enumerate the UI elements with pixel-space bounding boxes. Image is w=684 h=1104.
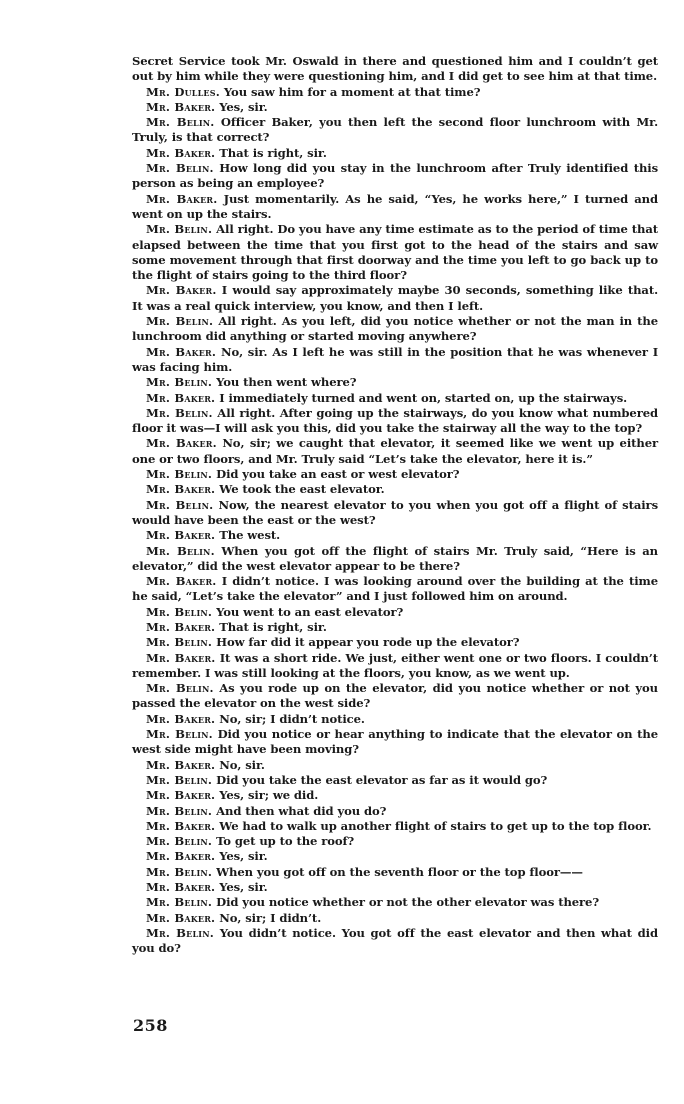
transcript-paragraph — [132, 819, 658, 834]
transcript-paragraph — [132, 895, 658, 910]
transcript-paragraph — [132, 146, 658, 161]
speech-text: No, sir; I didn’t. — [219, 910, 322, 925]
transcript-paragraph — [132, 911, 658, 926]
speech-text: Did you take the east elevator as far as it would go? — [216, 772, 548, 787]
transcript-paragraph — [132, 436, 658, 467]
transcript-paragraph — [132, 100, 658, 115]
speech-text: The west. — [219, 528, 281, 543]
speech-text: No, sir. As I left he was still in the position that he was whenever I was facing him. — [132, 344, 659, 374]
speech-text: Yes, sir. — [219, 880, 268, 895]
speaker-name: Mr. Belin. — [146, 543, 215, 558]
transcript-paragraph — [132, 115, 658, 146]
speaker-name: Mr. Belin. — [146, 681, 214, 696]
speaker-name: Mr. Baker. — [146, 528, 216, 543]
speech-text: I would say approximately maybe 30 seconds, something like that. It was a real quick interview, you know, and then I left. — [132, 283, 659, 313]
speaker-name: Mr. Belin. — [146, 834, 213, 849]
speech-text: How far did it appear you rode up the elevator? — [216, 635, 520, 650]
transcript-paragraph — [132, 314, 658, 345]
speaker-name: Mr. Belin. — [146, 115, 215, 130]
page-number: 258 — [133, 1016, 168, 1035]
speaker-name: Mr. Belin. — [146, 895, 213, 910]
speaker-name: Mr. Belin. — [146, 604, 213, 619]
opening-paragraph: Secret Service took Mr. Oswald in there and questioned him and I couldn’t get out by him while they were questioning him, and I did get to see him at that time. — [132, 54, 658, 84]
speech-text: Yes, sir. — [219, 99, 268, 114]
transcript-paragraph — [132, 880, 658, 895]
speaker-name: Mr. Baker. — [146, 849, 216, 864]
transcript-body — [132, 54, 658, 957]
speech-text: I didn’t notice. I was looking around over the building at the time he said, “Let’s take the elevator” and I just followed him on around. — [132, 574, 658, 604]
speech-text: Now, the nearest elevator to you when you got off a flight of stairs would have been the east or the west? — [132, 497, 658, 527]
transcript-paragraph — [132, 681, 658, 712]
transcript-paragraph — [132, 635, 658, 650]
transcript-paragraph — [132, 482, 658, 497]
speaker-name: Mr. Baker. — [146, 818, 216, 833]
speaker-name: Mr. Belin. — [146, 635, 213, 650]
transcript-paragraph — [132, 865, 658, 880]
speech-text: It was a short ride. We just, either went one or two floors. I couldn’t remember. I was still looking at the floors, you know, as we went up. — [132, 650, 658, 680]
speaker-name: Mr. Belin. — [146, 375, 213, 390]
transcript-paragraph — [132, 391, 658, 406]
transcript-paragraph — [132, 345, 658, 376]
speaker-name: Mr. Belin. — [146, 222, 213, 237]
transcript-paragraph — [132, 544, 658, 575]
speech-text: We took the east elevator. — [219, 482, 385, 497]
speaker-name: Mr. Baker. — [146, 619, 216, 634]
transcript-paragraph — [132, 605, 658, 620]
transcript-paragraph — [132, 773, 658, 788]
transcript-paragraph — [132, 574, 658, 605]
transcript-paragraph — [132, 161, 658, 192]
speaker-name: Mr. Dulles. — [146, 84, 220, 99]
speaker-name: Mr. Belin. — [146, 497, 214, 512]
transcript-paragraph — [132, 727, 658, 758]
transcript-paragraph — [132, 758, 658, 773]
transcript-paragraph — [132, 804, 658, 819]
transcript-paragraph — [132, 788, 658, 803]
speaker-name: Mr. Baker. — [146, 880, 216, 895]
speech-text: How long did you stay in the lunchroom after Truly identified this person as being an employee? — [132, 161, 659, 191]
transcript-paragraph — [132, 467, 658, 482]
speech-text: Yes, sir. — [219, 849, 268, 864]
speech-text: Did you notice whether or not the other elevator was there? — [216, 895, 600, 910]
speech-text: You then went where? — [216, 375, 357, 390]
speech-text: When you got off on the seventh floor or the top floor—— — [216, 864, 583, 879]
speech-text: That is right, sir. — [219, 145, 327, 160]
speech-text: Just momentarily. As he said, “Yes, he works here,” I turned and went on up the stairs. — [132, 191, 659, 221]
transcript-paragraph — [132, 375, 658, 390]
speaker-name: Mr. Baker. — [146, 191, 218, 206]
speech-text: That is right, sir. — [219, 619, 327, 634]
speech-text: Yes, sir; we did. — [219, 788, 319, 803]
transcript-paragraph — [132, 712, 658, 727]
speech-text: You went to an east elevator? — [216, 604, 404, 619]
speech-text: No, sir; we caught that elevator, it seemed like we went up either one or two floors, and Mr. Truly said “Let’s take the elevator, here it is.” — [132, 436, 659, 466]
speaker-name: Mr. Baker. — [146, 711, 216, 726]
transcript-paragraph — [132, 498, 658, 529]
speaker-name: Mr. Belin. — [146, 803, 213, 818]
speech-text: Did you take an east or west elevator? — [216, 467, 460, 482]
transcript-paragraph — [132, 192, 658, 223]
speech-text: No, sir; I didn’t notice. — [219, 711, 365, 726]
transcript-paragraph — [132, 926, 658, 957]
speaker-name: Mr. Baker. — [146, 283, 217, 298]
exchange-list — [132, 85, 658, 957]
speaker-name: Mr. Belin. — [146, 864, 213, 879]
transcript-paragraph — [132, 849, 658, 864]
speaker-name: Mr. Belin. — [146, 772, 213, 787]
speech-text: You saw him for a moment at that time? — [223, 84, 481, 99]
speech-text: We had to walk up another flight of stairs to get up to the top floor. — [219, 818, 652, 833]
speech-text: Did you notice or hear anything to indicate that the elevator on the west side might have been moving? — [132, 727, 658, 757]
speaker-name: Mr. Baker. — [146, 757, 216, 772]
speaker-name: Mr. Baker. — [146, 788, 216, 803]
transcript-paragraph — [132, 222, 658, 283]
speech-text: All right. Do you have any time estimate as to the period of time that elapsed between the time that you first got to the head of the stairs and saw some movement through that first doorway and the time you left to go back up to the flight of stairs going to the third floor? — [132, 222, 658, 283]
speaker-name: Mr. Baker. — [146, 99, 216, 114]
speaker-name: Mr. Baker. — [146, 390, 216, 405]
speaker-name: Mr. Belin. — [146, 161, 214, 176]
transcript-paragraph — [132, 651, 658, 682]
transcript-paragraph — [132, 834, 658, 849]
speech-text: When you got off the flight of stairs Mr. Truly said, “Here is an elevator,” did the west elevator appear to be there? — [132, 543, 659, 573]
speech-text: No, sir. — [219, 757, 265, 772]
speaker-name: Mr. Baker. — [146, 145, 216, 160]
transcript-paragraph — [132, 406, 658, 437]
speaker-name: Mr. Baker. — [146, 910, 216, 925]
speaker-name: Mr. Baker. — [146, 650, 216, 665]
speech-text: Officer Baker, you then left the second floor lunchroom with Mr. Truly, is that correct? — [132, 115, 659, 145]
speaker-name: Mr. Baker. — [146, 482, 216, 497]
speaker-name: Mr. Baker. — [146, 344, 217, 359]
speech-text: All right. As you left, did you notice whether or not the man in the lunchroom did anything or started moving anywhere? — [132, 314, 659, 344]
speaker-name: Mr. Baker. — [146, 436, 217, 451]
transcript-paragraph — [132, 528, 658, 543]
speaker-name: Mr. Belin. — [146, 405, 213, 420]
speaker-name: Mr. Baker. — [146, 574, 217, 589]
speech-text: And then what did you do? — [216, 803, 387, 818]
transcript-paragraph — [132, 85, 658, 100]
speech-text: I immediately turned and went on, started on, up the stairways. — [219, 390, 628, 405]
transcript-paragraph — [132, 620, 658, 635]
speech-text: To get up to the roof? — [216, 834, 355, 849]
speech-text: All right. After going up the stairways, do you know what numbered floor it was—I will ask you this, did you take the stairway all the way to the top? — [132, 405, 659, 436]
speaker-name: Mr. Belin. — [146, 314, 214, 329]
speech-text: You didn’t notice. You got off the east elevator and then what did you do? — [132, 925, 658, 956]
speech-text: As you rode up on the elevator, did you notice whether or not you passed the elevator on the west side? — [132, 681, 659, 711]
speaker-name: Mr. Belin. — [146, 925, 214, 940]
speaker-name: Mr. Belin. — [146, 467, 213, 482]
transcript-paragraph — [132, 283, 658, 314]
speaker-name: Mr. Belin. — [146, 727, 213, 742]
